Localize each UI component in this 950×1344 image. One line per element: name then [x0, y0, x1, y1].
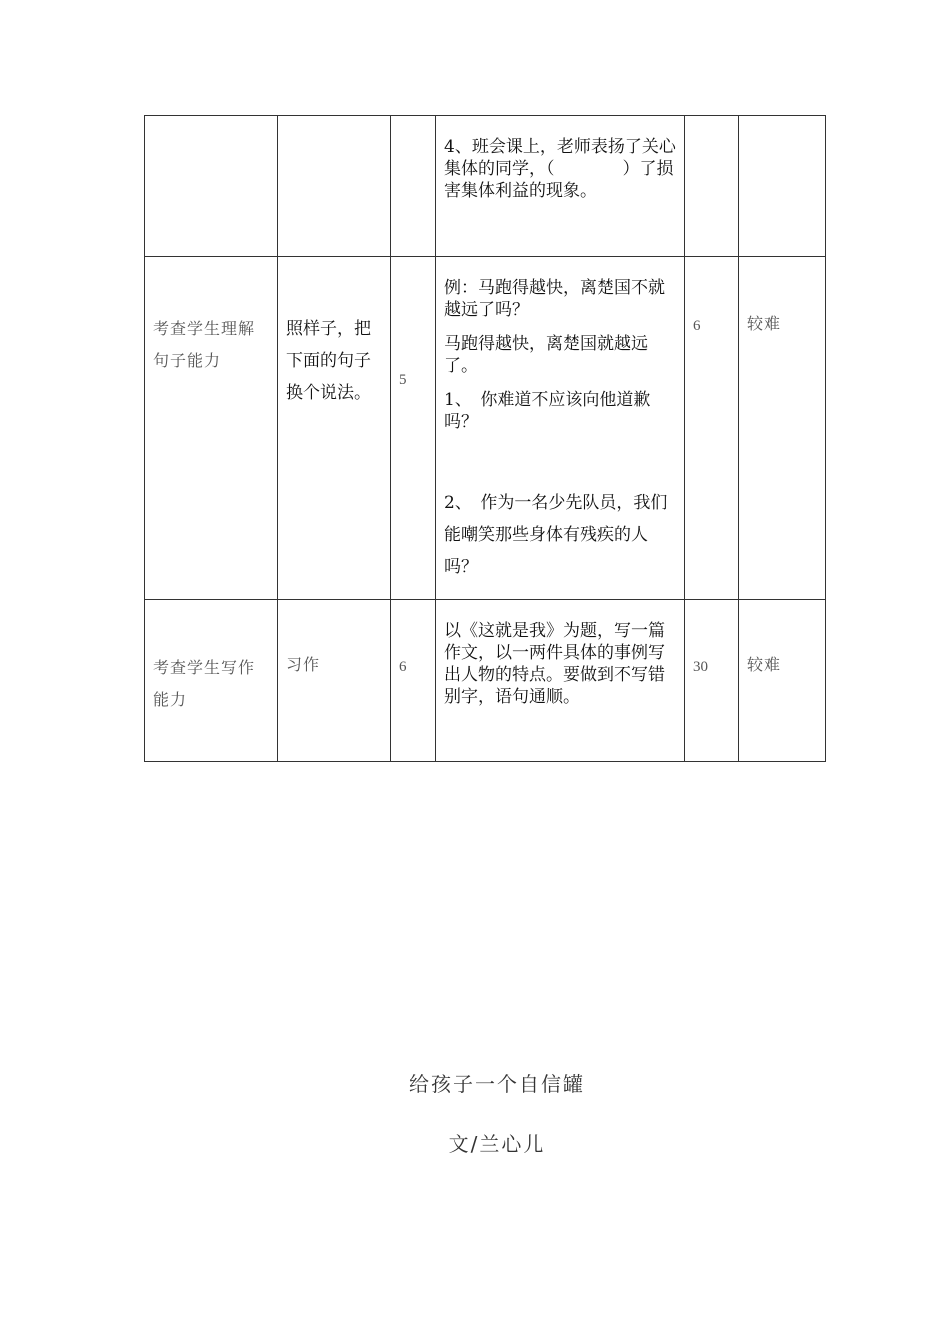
cell-difficulty: 较难 [739, 600, 826, 762]
cell-difficulty [739, 116, 826, 257]
composition-prompt: 以《这就是我》为题，写一篇作文，以一两件具体的事例写出人物的特点。要做到不写错别字，语句通顺。 [444, 621, 665, 707]
article-title: 给孩子一个自信罐 [409, 1072, 585, 1096]
cell-question-number: 6 [391, 600, 436, 762]
cell-question-content [436, 257, 685, 600]
cell-question-number [391, 116, 436, 257]
cell-question-type: 照样子，把下面的句子换个说法。 [278, 257, 391, 600]
article-author: 文/兰心儿 [448, 1132, 546, 1156]
exam-analysis-table [144, 115, 826, 762]
example-question: 例：马跑得越快，离楚国不就越远了吗？ [444, 278, 665, 320]
question-item-2: 2、 作为一名少先队员，我们能嘲笑那些身体有残疾的人吗？ [444, 493, 668, 577]
cell-question-type [278, 116, 391, 257]
table-row [145, 116, 826, 257]
cell-question-number: 5 [391, 257, 436, 600]
cell-question-type: 习作 [278, 600, 391, 762]
cell-question-content [436, 116, 685, 257]
question-item-1: 1、 你难道不应该向他道歉吗？ [444, 390, 651, 432]
question-text: 4、班会课上，老师表扬了关心集体的同学，（ ）了损害集体利益的现象。 [444, 137, 676, 201]
table-row [145, 257, 826, 600]
example-answer: 马跑得越快，离楚国就越远了。 [444, 334, 648, 376]
cell-purpose: 考查学生写作能力 [145, 600, 278, 762]
cell-difficulty: 较难 [739, 257, 826, 600]
cell-score: 30 [685, 600, 739, 762]
cell-question-content [436, 600, 685, 762]
cell-purpose [145, 116, 278, 257]
cell-score [685, 116, 739, 257]
cell-purpose: 考查学生理解句子能力 [145, 257, 278, 600]
cell-score: 6 [685, 257, 739, 600]
table-row [145, 600, 826, 762]
